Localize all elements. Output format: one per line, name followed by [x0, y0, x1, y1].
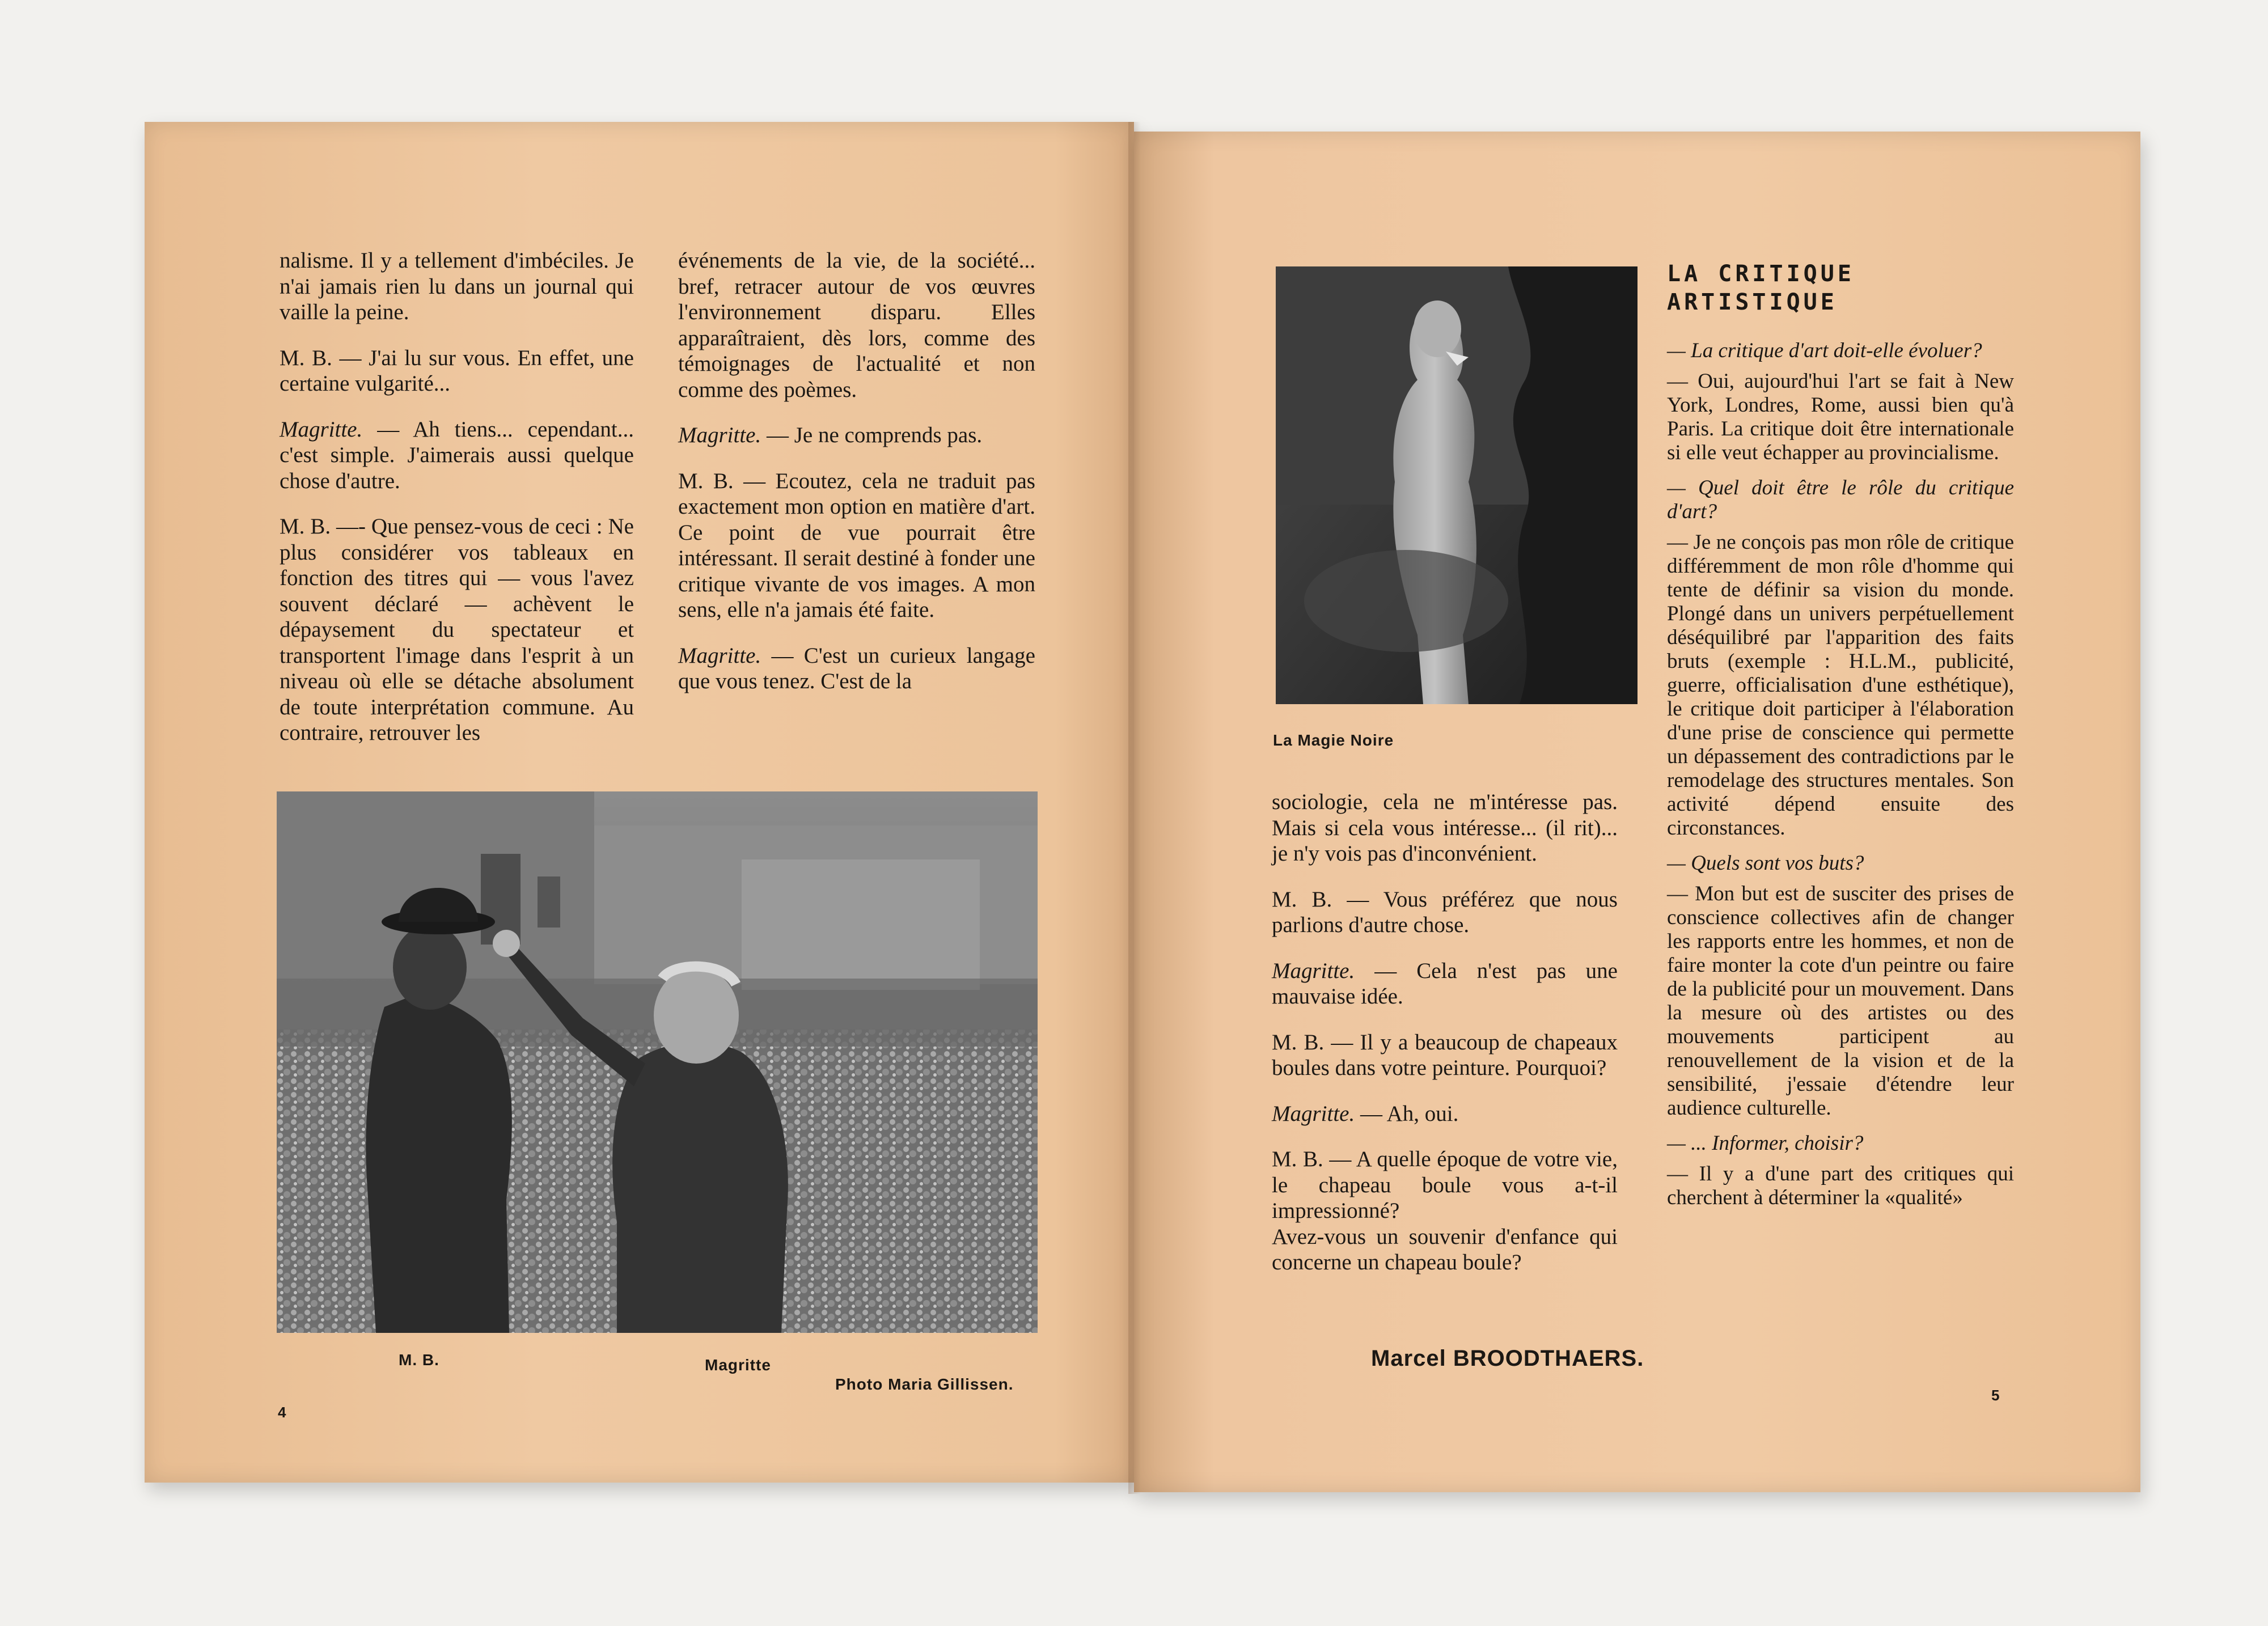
- speaker-name: Magritte.: [1272, 958, 1355, 983]
- paragraph: Magritte. — Je ne comprends pas.: [678, 423, 983, 447]
- right-column-1: [1272, 789, 1618, 1295]
- signature: Marcel BROODTHAERS.: [1371, 1346, 1644, 1371]
- caption-mb: M. B.: [399, 1351, 439, 1369]
- paragraph: M. B. — Vous préférez que nous parlions d'autre chose.: [1272, 887, 1618, 937]
- left-column-2: [678, 248, 1035, 714]
- right-column-2: [1667, 339, 2014, 1221]
- paragraph: M. B. — A quelle époque de votre vie, le chapeau boule vous a-t-il impressionné?: [1272, 1147, 1618, 1223]
- paragraph: nalisme. Il y a tellement d'imbéciles. Je n'ai jamais rien lu dans un journal qui vaille la peine.: [280, 248, 634, 324]
- paragraph: M. B. — Ecoutez, cela ne traduit pas exactement mon option en matière d'art. Ce point de vue pourrait être intéressant. Il serait destiné à fonder une critique vivante de vos images. A mon sens, elle n'a jamais été faite.: [678, 468, 1035, 622]
- paragraph: Magritte. — Ah tiens... cependant... c'est simple. J'aimerais aussi quelque chose d'autre.: [280, 417, 634, 493]
- interview-question: — Quels sont vos buts?: [1667, 852, 1864, 875]
- page-gutter: [1128, 122, 1141, 1494]
- section-title-line: ARTISTIQUE: [1667, 289, 1838, 315]
- paragraph: événements de la vie, de la société... bref, retracer autour de vos œuvres l'environnement disparu. Elles apparaîtraient, dès lors, comme des témoignages de l'actualité et non comme des poèmes.: [678, 248, 1035, 402]
- interview-question: — La critique d'art doit-elle évoluer?: [1667, 339, 1982, 362]
- interview-answer: — Je ne conçois pas mon rôle de critique différemment de mon rôle d'homme qui tente de définir sa vision du monde. Plongé dans un univers perpétuellement déséquilibré par l'apparition des faits bruts (exemple : H.L.M., publicité, guerre, officialisation d'une esthétique), le critique doit participer à l'élaboration d'une prise de conscience qui permette un dépassement des contradictions par le remodelage des structures mentales. Son activité dépend ensuite des circonstances.: [1667, 531, 2014, 840]
- photo-mb-magritte: [277, 791, 1038, 1333]
- paragraph: sociologie, cela ne m'intéresse pas. Mais si cela vous intéresse... (il rit)... je n'y vois pas d'inconvénient.: [1272, 790, 1618, 866]
- paragraph: Magritte. — C'est un curieux langage que vous tenez. C'est de la: [678, 643, 1035, 693]
- section-title-line: LA CRITIQUE: [1667, 261, 1855, 287]
- interview-question: — Quel doit être le rôle du critique d'art?: [1667, 476, 2014, 523]
- speaker-name: Magritte.: [1272, 1101, 1355, 1126]
- paragraph: Avez-vous un souvenir d'enfance qui concerne un chapeau boule?: [1272, 1224, 1618, 1274]
- paragraph: Magritte. — Cela n'est pas une mauvaise idée.: [1272, 958, 1618, 1009]
- speaker-name: Magritte.: [280, 417, 363, 442]
- painting-illustration: [1276, 266, 1637, 704]
- photo-illustration: [277, 791, 1038, 1333]
- interview-answer: — Il y a d'une part des critiques qui cherchent à déterminer la «qualité»: [1667, 1162, 2014, 1209]
- caption-la-magie-noire: La Magie Noire: [1273, 731, 1394, 749]
- paragraph: Magritte. — Ah, oui.: [1272, 1101, 1459, 1126]
- paragraph: M. B. — Il y a beaucoup de chapeaux boules dans votre peinture. Pourquoi?: [1272, 1030, 1618, 1080]
- left-column-1: [280, 248, 634, 766]
- speaker-name: Magritte.: [678, 643, 761, 668]
- interview-question: — ... Informer, choisir?: [1667, 1132, 1864, 1155]
- painting-la-magie-noire: [1276, 266, 1637, 704]
- paragraph: M. B. —- Que pensez-vous de ceci : Ne plus considérer vos tableaux en fonction des titres qui — vous l'avez souvent déclaré — achèvent le dépaysement du spectateur et transportent l'image dans l'esprit à un niveau où elle se détache absolument de toute interprétation commune. Au contraire, retrouver les: [280, 514, 634, 745]
- interview-answer: — Mon but est de susciter des prises de conscience collectives afin de changer les rapports entre les hommes, et non de faire monter la cote d'un peintre ou faire de la publicité pour un mouvement. Dans la mesure où des artistes ou des mouvements participent au renouvellement de la vision et de la sensibilité, j'essaie d'étendre leur audience culturelle.: [1667, 882, 2014, 1120]
- interview-answer: — Oui, aujourd'hui l'art se fait à New York, Londres, Rome, aussi bien qu'à Paris. La critique doit être internationale si elle veut échapper au provincialisme.: [1667, 370, 2014, 464]
- speaker-name: Magritte.: [678, 423, 761, 447]
- photo-credit: Photo Maria Gillissen.: [835, 1375, 1014, 1393]
- section-title: [1667, 260, 1855, 316]
- paragraph: M. B. — J'ai lu sur vous. En effet, une certaine vulgarité...: [280, 345, 634, 396]
- caption-magritte: Magritte: [705, 1356, 771, 1374]
- page-number-right: 5: [1991, 1387, 2000, 1404]
- page-number-left: 4: [278, 1404, 286, 1421]
